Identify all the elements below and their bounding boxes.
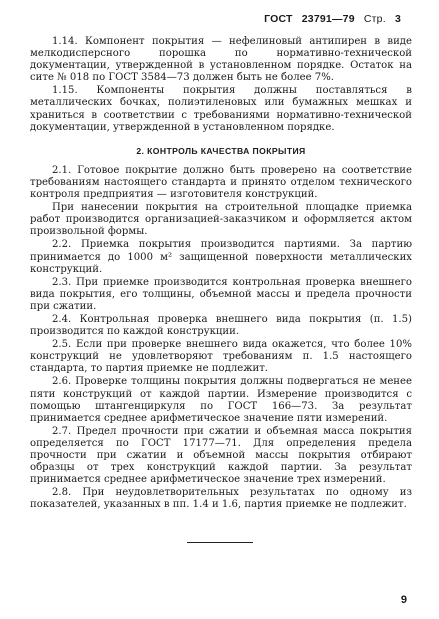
paragraph-2-5: 2.5. Если при проверке внешнего вида окажется, что более 10% конструкций не удовлетворяют требованиям п. 1.5 настоящего стандарта, то партия приемке не подлежит. [30,339,412,375]
standard-code: ГОСТ [264,13,293,25]
page-number: 9 [400,594,407,606]
paragraph-2-1: 2.1. Готовое покрытие должно быть проверено на соответствие требованиям настоящего стандарта и принято отделом технического контроля предприятия — изготовителя конструкций. [30,164,412,201]
paragraph-2-8: 2.8. При неудовлетворительных результатах по одному из показателей, указанных в пп. 1.4 и 1.6, партия приемке не подлежит. [30,487,412,511]
paragraph-2-2: 2.2. Приемка покрытия производится партиями. За партию принимается до 1000 м² защищенной поверхности металлических конструкций. [30,239,412,275]
standard-number: 23791—79 [301,13,355,25]
paragraph-2-1-acceptance: При нанесении покрытия на строительной площадке приемка работ производится организацией-заказчиком и оформляется актом произвольной формы. [30,202,412,238]
paragraph-1-15: 1.15. Компоненты покрытия должны поставляться в металлических бочках, полиэтиленовых или бумажных мешках и храниться в соответствии с требованиями нормативно-технической документации, утвержденной в установленном порядке. [30,85,412,133]
header-page-number: 3 [394,13,401,25]
page-label: Стр. [363,13,386,25]
paragraph-2-6: 2.6. Проверке толщины покрытия должны подвергаться не менее пяти конструкций от каждой партии. Измерение производится с помощью штангенциркуля по ГОСТ 166—73. За результат принимается среднее арифметическое значение пяти измерений. [30,376,412,424]
page-header [264,13,401,25]
paragraph-2-7: 2.7. Предел прочности при сжатии и объемная масса покрытия определяется по ГОСТ 17177—71. Для определения предела прочности при сжатии и объемной массы покрытия отбирают образцы от трех конструкций каждой партии. За результат принимается среднее арифметическое значение трех измерений. [30,425,412,486]
paragraph-2-3: 2.3. При приемке производится контрольная проверка внешнего вида покрытия, его толщины, объемной массы и предела прочности при сжатии. [30,276,412,312]
paragraph-2-4: 2.4. Контрольная проверка внешнего вида покрытия (п. 1.5) производится по каждой конструкции. [30,313,412,338]
document-body [30,36,412,511]
section-title: 2. КОНТРОЛЬ КАЧЕСТВА ПОКРЫТИЯ [136,145,306,156]
paragraph-1-14: 1.14. Компонент покрытия — нефелиновый антипирен в виде мелкодисперсного порошка по нормативно-технической документации, утвержденной в установленном порядке. Остаток на сите № 018 по ГОСТ 3584—73 должен быть не более 7%. [30,36,412,84]
footer-divider [187,542,253,543]
